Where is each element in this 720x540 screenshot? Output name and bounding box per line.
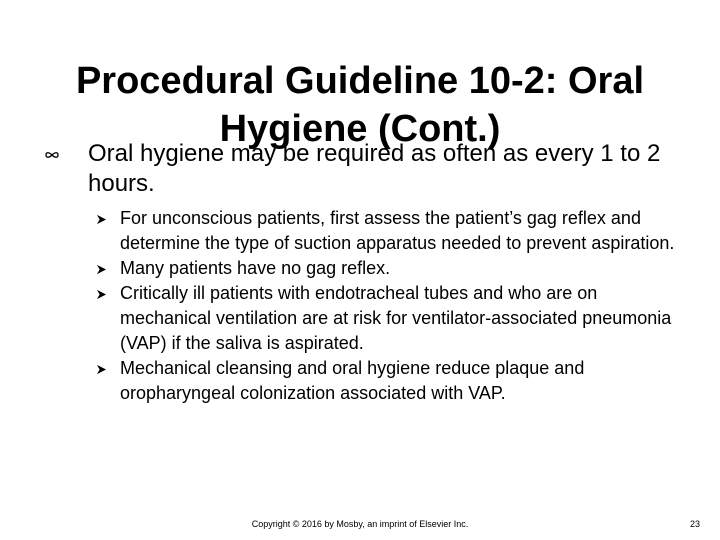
infinity-bullet-icon [44, 147, 60, 163]
arrowhead-bullet-icon [96, 264, 107, 275]
sub-bullet-text: Critically ill patients with endotracheal tubes and who are on mechanical ventilation are at risk for ventilator-associated pneumonia (VAP) if the saliva is aspirated. [120, 283, 672, 353]
arrowhead-bullet-icon [96, 289, 107, 300]
sub-bullet-list [96, 206, 676, 406]
arrowhead-bullet-icon [96, 364, 107, 375]
page-number: 23 [689, 519, 700, 529]
arrowhead-bullet-icon [96, 214, 107, 225]
main-bullet [44, 139, 684, 199]
sub-bullet-item [96, 356, 676, 406]
sub-bullet-text: Mechanical cleansing and oral hygiene reduce plaque and oropharyngeal colonization associated with VAP. [120, 358, 585, 403]
copyright-text: Copyright © 2016 by Mosby, an imprint of Elsevier Inc. [251, 519, 469, 529]
sub-bullet-item [96, 256, 676, 281]
title-line-1: Procedural Guideline 10-2: Oral [75, 60, 645, 103]
sub-bullet-item [96, 206, 676, 256]
slide-footer [0, 517, 720, 531]
sub-bullet-item [96, 281, 676, 356]
main-bullet-text: Oral hygiene may be required as often as every 1 to 2 hours. [88, 140, 661, 197]
sub-bullet-text: Many patients have no gag reflex. [120, 258, 391, 278]
sub-bullet-text: For unconscious patients, first assess the patient’s gag reflex and determine the type of suction apparatus needed to prevent aspiration. [120, 208, 675, 253]
title-line-2: Hygiene (Cont.) [219, 108, 501, 151]
